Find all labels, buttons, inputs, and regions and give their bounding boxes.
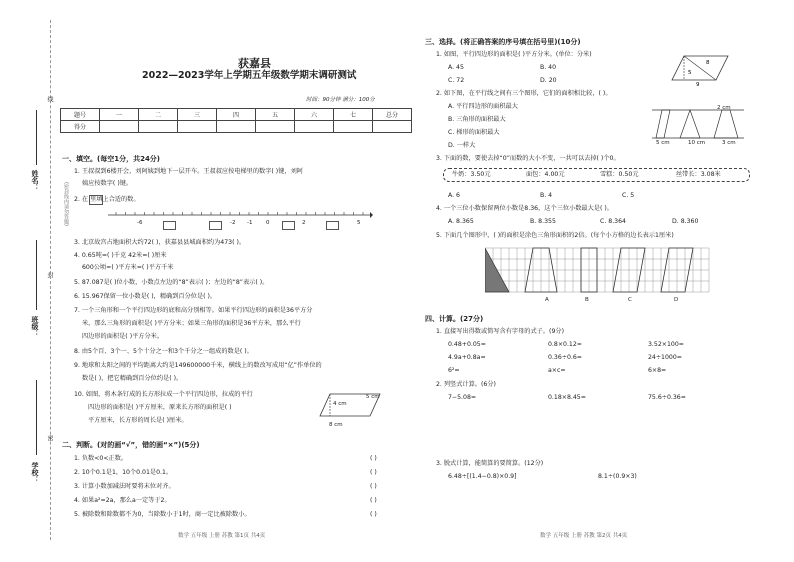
judge-item: 4. 如果a²=2a，那么a一定等于2。 [74,497,171,504]
mc-option[interactable]: B. 4 [540,192,553,199]
number-line-label: -1 [247,220,253,226]
score-table [60,108,412,133]
score-cell: 总分 [373,109,412,121]
score-cell: 六 [295,109,334,121]
mc-option[interactable]: B. 三角形的面积最大 [448,116,506,123]
calc-item: a×c= [548,367,566,374]
name-label: 姓名： [31,170,39,191]
calc-item: 3.52×100= [648,341,684,348]
mc-option[interactable]: B. 8.355 [530,218,556,225]
exam-county: 获嘉县 [238,57,271,70]
judge-item: 5. 被除数和除数都不为0，当除数小于1时，商一定比被除数小。 [74,511,251,518]
number-line-label: 5 [357,220,361,226]
mc-q2-label: 2 cm [717,105,731,111]
price-item: 丝带长：3.08米 [676,171,721,178]
school-label: 学校： [31,462,39,483]
score-cell: 一 [100,109,139,121]
q7-line1: 7. 一个三角形和一个平行四边形的底和高分别相等。如果平行四边形的面积是36平方分 [74,307,313,314]
mc-option[interactable]: C. 梯形的面积最大 [448,129,500,136]
q6-text: 6. 15.967保留一位小数是( )，精确到百分位是( )。 [74,293,217,300]
school-field[interactable] [36,380,37,455]
calc-item: 4.9a+0.8a= [448,354,486,361]
price-item: 面包：4.00元 [526,171,565,178]
score-input[interactable] [100,121,139,133]
calc-part3: 3. 脱式计算，能简算的要简算。(12分) [436,460,544,467]
number-line-label: 2 [302,220,306,226]
judge-answer[interactable]: ( ) [370,483,377,490]
mc-option[interactable]: D. 8.360 [672,218,699,225]
judge-answer[interactable]: ( ) [370,497,377,504]
judge-item: 1. 负数<0<正数。 [74,455,128,462]
score-cell: 题号 [61,109,100,121]
footer-right: 数学 五年级 上册 苏教 第2页 共4页 [540,533,628,539]
mc-q2-label: 5 cm [656,140,670,146]
q4-line1: 4. 0.65吨=( )千克 42米=( )厘米 [74,252,167,259]
judge-answer[interactable]: ( ) [370,469,377,476]
mc-option[interactable]: D. 一样大 [448,142,476,149]
q8-text: 8. 由5个百、3个一、5个十分之一和3个千分之一组成的数是( )。 [74,348,253,355]
section4-heading: 四、计算。(27分) [425,315,484,323]
number-line-answer-box[interactable] [163,221,176,230]
judge-item: 2. 10个0.1是1，10个0.01是0.1。 [74,469,173,476]
score-input[interactable] [178,121,217,133]
score-input[interactable] [217,121,256,133]
calc-item: 6×8= [648,367,667,374]
footer-left: 数学 五年级 上册 苏教 第1页 共4页 [178,533,266,539]
score-cell: 五 [256,109,295,121]
mc-q2-label: 10 cm [688,140,706,146]
section3-heading: 三、选择。(将正确答案的序号填在括号里)(10分) [425,38,581,46]
number-line-label: -2 [230,220,236,226]
score-cell: 三 [178,109,217,121]
score-input[interactable] [139,121,178,133]
mc-option[interactable]: C. 5 [622,192,635,199]
seal-mark-top: 线 [46,96,53,102]
fig-label-8cm: 8 cm [329,422,343,428]
mc-option[interactable]: D. 20 [540,77,557,84]
calc-item: 7−5.08= [448,394,477,401]
calc-part1: 1. 直接写出得数或简写含有字母的式子。(9分) [436,328,565,335]
q10-line1: 10. 如图，将木条钉成的长方形拉成一个平行四边形，拉成的平行 [74,391,253,398]
q10-line3: 平方厘米，长方形的周长是( )厘米。 [88,417,188,424]
class-label: 班级： [31,316,39,337]
svg-text:5: 5 [688,70,692,76]
q2-text: 2. 在 里填上合适的数。 [74,196,140,203]
exam-meta: 时间：90分钟 满分：100分 [306,97,375,103]
calc-item: 8.1÷(0.9×3) [598,473,637,480]
price-item: 雪糕：0.50元 [600,171,639,178]
mc-q5: 5. 下面几个图形中，( )的面积是涂色三角形面积的2倍。(每个小方格的边长表示1厘米) [436,232,674,239]
calc-item: 0.18×8.45= [548,394,586,401]
q7-line3: 四边形的面积是( )平方分米。 [82,333,164,340]
q1-line1: 1. 王叔叔到6楼开会，刘阿姨到地下一层开车。王叔叔应按电梯里的数字( )键，刘阿 [74,168,303,175]
q9-line1: 9. 地球和太阳之间的平均距离大约是149600000千米，横线上的数改写成用“亿”作单位的 [74,362,322,369]
mc-option[interactable]: A. 6 [448,192,460,199]
calc-item: 75.6÷0.36= [648,394,686,401]
mc-q5-label: B [585,297,589,303]
section2-heading: 二、判断。(对的画“√”，错的画“×”)(5分) [62,441,200,449]
calc-item: 6²= [448,367,460,374]
calc-item: 0.8×0.12= [548,341,582,348]
calc-item: 24÷1000= [648,354,682,361]
mc-option[interactable]: A. 45 [448,64,464,71]
mc-option[interactable]: B. 40 [540,64,557,71]
number-line-label: -6 [137,220,143,226]
q1-line2: 姨应按数字( )键。 [82,180,133,187]
score-cell: 得分 [61,121,100,133]
fig-label-5cm: 5 cm [366,394,380,400]
calc-item: 6.48÷[(1.4−0.8)×0.9] [448,473,517,480]
mc-q1-parallelogram [670,52,732,86]
q10-line2: 四边形的面积是( )平方厘米，原来长方形的面积是( ) [88,404,232,411]
score-table-head-row [61,109,412,121]
mc-q5-label: C [628,297,632,303]
score-table-score-row [61,121,412,133]
price-item: 牛奶：3.50元 [452,171,491,178]
q9-line2: 数是( )，把它精确到百分位约是( )。 [82,375,183,382]
number-line-label: 0 [266,220,270,226]
q2-answer-box[interactable] [89,195,103,205]
score-input[interactable] [373,121,412,133]
score-cell: 二 [139,109,178,121]
judge-answer[interactable]: ( ) [370,455,377,462]
score-input[interactable] [256,121,295,133]
q3-text: 3. 北京故宫占地面积大约72( )，获嘉县县城面积约为473( )。 [74,239,246,246]
judge-item: 3. 计算小数加减法时要将末位对齐。 [74,483,175,490]
q5-text: 5. 87.087是( )位小数，小数点左边的“8”表示( )；左边的“8”表示( )。 [74,279,269,286]
svg-text:9: 9 [696,82,700,86]
section1-heading: 一、填空。(每空1分，共24分) [62,155,161,163]
mc-q5-label: A [545,297,549,303]
mc-q3: 3. 下面的数，要使去掉“0”而数的大小不变，一共可以去掉( )个0。 [436,155,620,162]
class-field[interactable] [36,240,37,310]
number-line-answer-box[interactable] [209,221,222,230]
judge-answer[interactable]: ( ) [370,511,377,518]
seal-mark-bot: 密 [46,435,53,441]
calc-item: 0.36÷0.6= [548,354,582,361]
q4-line2: 600公顷=( )平方米=( )平方千米 [82,264,174,271]
mc-q5-label: D [674,297,679,303]
calc-item: 0.48+0.05= [448,341,486,348]
name-field[interactable] [36,110,37,165]
exam-title: 2022—2023学年上学期五年级数学期末调研测试 [142,70,357,81]
q7-line2: 米，那么三角形的面积是( )平方分米；如果三角形的面积是36平方米，那么平行 [82,320,301,327]
score-input[interactable] [295,121,334,133]
number-line-answer-box[interactable] [326,221,339,230]
svg-text:8: 8 [706,60,710,66]
calc-part2: 2. 列竖式计算。(6分) [436,381,496,388]
score-cell: 四 [217,109,256,121]
mc-q4: 4. 一个三位小数保留两位小数是8.36，这个三位小数最大是( )。 [436,205,613,212]
mc-option[interactable]: A. 8.365 [448,218,474,225]
mc-q2: 2. 如下图，在平行线之间有三个图形，它们的面积相比较，( )。 [436,90,612,97]
score-input[interactable] [334,121,373,133]
mc-q5-grid [485,244,710,296]
mc-option[interactable]: C. 8.364 [600,218,626,225]
mc-option[interactable]: C. 72 [448,77,465,84]
fig-label-4cm: 4 cm [333,401,347,407]
seal-warning: (密封线内请勿答题) [63,182,69,226]
mc-option[interactable]: A. 平行四边形的面积最大 [448,103,518,110]
mc-q2-label: 3 cm [722,140,736,146]
score-cell: 七 [334,109,373,121]
number-line-answer-box[interactable] [282,221,295,230]
seal-mark-mid: 封 [46,272,53,278]
mc-q1: 1. 如图，平行四边形的面积是( )平方分米。(单位：分米) [436,51,592,58]
